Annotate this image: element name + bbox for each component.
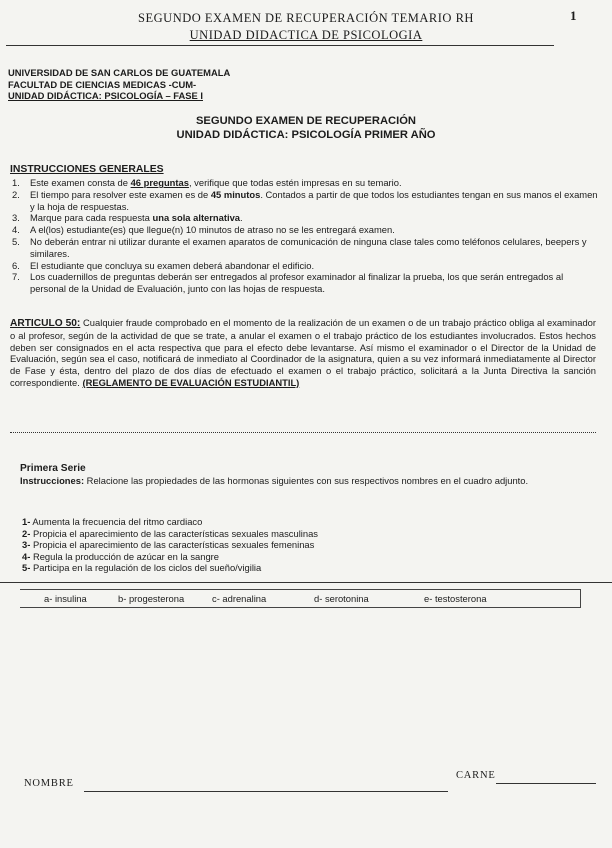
question-item [22, 562, 318, 574]
question-text: Participa en la regulación de los ciclos del sueño/vigilia [30, 562, 262, 574]
name-label: NOMBRE [24, 778, 74, 789]
instruction-text: El estudiante que concluya su examen deberá abandonar el edificio. [30, 259, 315, 271]
instruction-text: No deberán entrar ni utilizar durante el examen aparatos de comunicación de ninguna clase tales como teléfonos celulares, beepers y similares. [30, 235, 587, 259]
exam-header-unit: UNIDAD DIDACTICA DE PSICOLOGIA [189, 28, 423, 42]
instruction-text: . [240, 212, 243, 224]
question-number: 5- [22, 562, 31, 574]
hormone-property-list [22, 516, 318, 574]
question-item [22, 539, 318, 551]
instruction-text: . Contados a partir de que todos los estudiantes tengan en sus manos el examen y la hoja de respuestas. [30, 188, 598, 212]
option-adrenalina: c- adrenalina [212, 593, 267, 604]
option-insulina: a- insulina [44, 593, 87, 604]
question-number: 2- [22, 527, 31, 539]
instruction-item [10, 260, 598, 272]
instruction-text: A el(los) estudiante(es) que llegue(n) 10 minutos de atraso no se les entregará examen. [30, 224, 395, 236]
section-divider [10, 432, 596, 433]
header-divider [6, 45, 554, 46]
time-limit: 45 minutos [210, 188, 261, 200]
question-count: 46 preguntas [130, 177, 189, 188]
instruction-text: Los cuadernillos de preguntas deberán ser entregados al profesor examinador al finalizar la prueba, los que serán entregados al personal de la Unidad de Evaluación, junto con las hojas de respuesta. [30, 271, 564, 295]
option-testosterona: e- testosterona [424, 593, 487, 604]
institution-block [8, 67, 230, 102]
question-text: Propicia el aparecimiento de las características sexuales masculinas [30, 527, 318, 539]
question-item [22, 528, 318, 540]
options-top-rule [0, 582, 612, 583]
instruction-item [10, 236, 598, 260]
instruction-item [10, 189, 598, 213]
instruction-number: 7. [12, 271, 20, 283]
instruction-item [10, 224, 598, 236]
question-number: 1- [22, 516, 31, 527]
exam-header-title: SEGUNDO EXAMEN DE RECUPERACIÓN TEMARIO RH [138, 11, 474, 25]
instruction-number: 6. [12, 259, 20, 271]
question-text: Aumenta la frecuencia del ritmo cardiaco [30, 516, 203, 527]
instructions-list [10, 177, 598, 295]
university-name: UNIVERSIDAD DE SAN CARLOS DE GUATEMALA [8, 67, 231, 78]
instruction-number: 5. [12, 235, 20, 247]
single-answer-note: una sola alternativa [152, 212, 241, 224]
series-instructions-label: Instrucciones: [20, 475, 85, 486]
hormone-options-box [20, 589, 581, 608]
regulation-reference: (REGLAMENTO DE EVALUACIÓN ESTUDIANTIL) [82, 376, 300, 388]
exam-subtitle: UNIDAD DIDÁCTICA: PSICOLOGÍA PRIMER AÑO [176, 129, 436, 141]
instruction-text: , verifique que todas estén impresas en su temario. [188, 177, 402, 188]
article-50-paragraph [10, 317, 596, 389]
instruction-item [10, 271, 598, 295]
name-line[interactable] [84, 791, 448, 792]
option-progesterona: b- progesterona [118, 593, 185, 604]
instruction-text: El tiempo para resolver este examen es de [30, 188, 211, 200]
series-heading: Primera Serie [20, 463, 86, 474]
carne-line[interactable] [496, 783, 596, 784]
page-number: 1 [570, 8, 577, 23]
instruction-number: 3. [12, 212, 20, 224]
series-instructions [20, 475, 590, 487]
instruction-item [10, 177, 598, 189]
instructions-heading: INSTRUCCIONES GENERALES [10, 164, 164, 175]
article-label: ARTICULO 50: [10, 318, 81, 329]
article-text: Cualquier fraude comprobado en el momento de la realización de un examen o de un trabajo práctico obliga al examinador o al profesor, según de la actividad de que se trate, a anular el examen o el trabajo práctico de los estudiantes involucrados. Estos hechos deben ser consignados en el acta respectiva que para el efecto debe levantarse. Así mismo el examinador o el Director de la Unidad de Evaluación, según sea el caso, notificará de inmediato al Coordinador de la asignatura, quien a su vez informará inmediatamente al Director de Fase y ésta, dentro del plazo de dos días de efectuado el examen o el trabajo práctico, solicitará a la Junta Directiva la sanción correspondiente. [10, 317, 596, 388]
question-text: Propicia el aparecimiento de las características sexuales femeninas [30, 539, 315, 551]
instruction-text: Este examen consta de [30, 177, 131, 188]
series-instructions-text: Relacione las propiedades de las hormonas siguientes con sus respectivos nombres en el cuadro adjunto. [84, 475, 529, 486]
instruction-number: 1. [12, 177, 20, 188]
instruction-text: Marque para cada respuesta [30, 212, 153, 224]
instruction-item [10, 212, 598, 224]
question-text: Regula la producción de azúcar en la sangre [30, 550, 220, 562]
didactic-unit: UNIDAD DIDÁCTICA: PSICOLOGÍA – FASE I [8, 90, 203, 101]
instruction-number: 2. [12, 188, 20, 200]
question-number: 3- [22, 539, 31, 551]
carne-label: CARNE [456, 770, 496, 781]
instruction-number: 4. [12, 224, 20, 236]
exam-title: SEGUNDO EXAMEN DE RECUPERACIÓN [195, 115, 417, 127]
faculty-name: FACULTAD DE CIENCIAS MEDICAS -CUM- [8, 78, 197, 90]
option-serotonina: d- serotonina [314, 593, 369, 604]
question-number: 4- [22, 550, 31, 562]
question-item [22, 551, 318, 563]
question-item [22, 516, 318, 528]
